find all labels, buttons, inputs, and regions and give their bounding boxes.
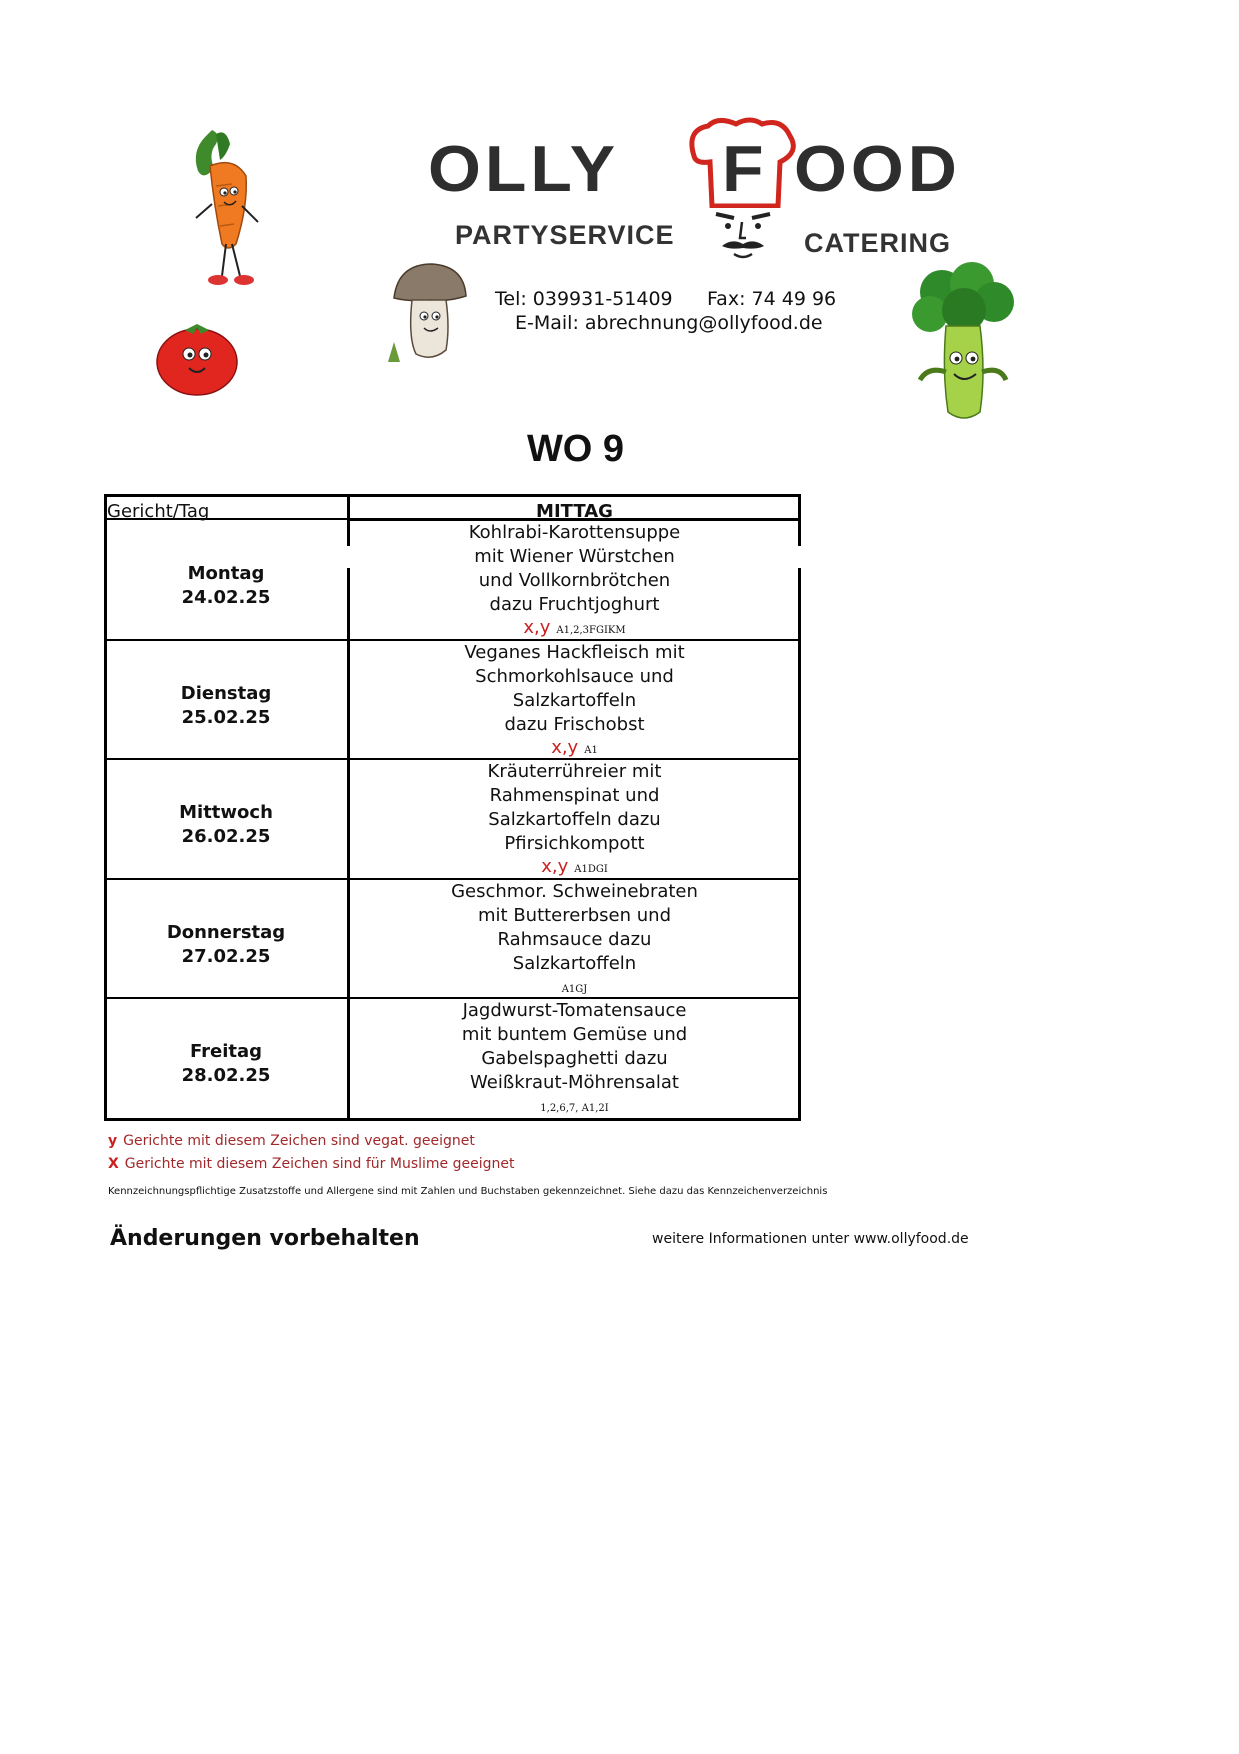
allergen-codes: A1DGI	[574, 864, 608, 875]
day-date: 25.02.25	[181, 707, 271, 728]
dish-tags	[351, 737, 798, 759]
dish-line: dazu Frischobst	[504, 714, 645, 735]
dish-tags	[351, 979, 798, 998]
legend-y-symbol: y	[108, 1133, 118, 1149]
day-date: 28.02.25	[181, 1065, 271, 1086]
day-name: Mittwoch	[179, 802, 273, 823]
day-name: Dienstag	[180, 683, 272, 704]
dish-line: mit Buttererbsen und	[478, 905, 671, 926]
legend-y-text: Gerichte mit diesem Zeichen sind vegat. geeignet	[123, 1133, 475, 1149]
day-name: Freitag	[189, 1041, 263, 1062]
day-date: 24.02.25	[181, 587, 271, 608]
allergen-codes: A1,2,3FGIKM	[556, 625, 626, 636]
dish-line: Weißkraut-Möhrensalat	[470, 1072, 679, 1093]
changes-reserved: Änderungen vorbehalten	[110, 1226, 420, 1251]
dish-line: dazu Fruchtjoghurt	[489, 594, 660, 615]
menu-table	[104, 494, 801, 1121]
dish-line: Rahmsauce dazu	[497, 929, 652, 950]
day-name: Donnerstag	[166, 922, 286, 943]
header-meal: MITTAG	[536, 501, 613, 522]
contact-tel: Tel: 039931-51409	[495, 288, 673, 310]
more-info-link[interactable]: weitere Informationen unter www.ollyfood.de	[652, 1231, 969, 1247]
allergen-codes: A1GJ	[561, 984, 588, 995]
contact-email: E-Mail: abrechnung@ollyfood.de	[515, 312, 823, 334]
tomato-mascot-icon	[155, 320, 239, 396]
allergen-codes: 1,2,6,7, A1,2I	[540, 1103, 609, 1114]
mushroom-mascot-icon	[388, 258, 472, 362]
day-date: 26.02.25	[181, 826, 271, 847]
dish-line: und Vollkornbrötchen	[478, 570, 671, 591]
logo-letter-f: F	[722, 132, 768, 206]
dish-line: Kräuterrühreier mit	[487, 761, 662, 782]
legend-x-text: Gerichte mit diesem Zeichen sind für Muslime geeignet	[124, 1156, 515, 1172]
dish-line: Kohlrabi-Karottensuppe	[468, 522, 681, 543]
broccoli-mascot-icon	[902, 262, 1024, 426]
dish-line: mit buntem Gemüse und	[461, 1024, 688, 1045]
dish-line: Salzkartoffeln dazu	[488, 809, 661, 830]
dish-tags	[351, 1098, 798, 1117]
dish-line: Schmorkohlsauce und	[475, 666, 674, 687]
carrot-mascot-icon	[186, 126, 272, 292]
day-name: Montag	[187, 563, 265, 584]
contact-fax: Fax: 74 49 96	[707, 288, 837, 310]
dietary-symbols: x,y	[523, 617, 551, 638]
allergen-codes: A1	[584, 745, 598, 756]
legend-muslim	[108, 1156, 514, 1172]
header-day: Gericht/Tag	[107, 501, 210, 522]
week-title: WO 9	[526, 428, 625, 470]
allergen-note: Kennzeichnungspflichtige Zusatzstoffe und Allergene sind mit Zahlen und Buchstaben gekennzeichnet. Siehe dazu das Kennzeichenverzeichnis	[108, 1186, 828, 1197]
dish-line: Gabelspaghetti dazu	[481, 1048, 668, 1069]
dish-tags	[351, 856, 798, 878]
dish-line: Geschmor. Schweinebraten	[451, 881, 698, 902]
dietary-symbols: x,y	[551, 737, 579, 758]
logo-word-left: OLLY	[428, 132, 620, 206]
logo-tagline-left: PARTYSERVICE	[455, 220, 675, 250]
dish-line: Salzkartoffeln	[512, 953, 637, 974]
chef-face-icon	[712, 208, 774, 260]
dietary-symbols: x,y	[541, 856, 569, 877]
day-date: 27.02.25	[181, 946, 271, 967]
dish-line: Salzkartoffeln	[512, 690, 637, 711]
legend-x-symbol: X	[108, 1156, 119, 1172]
dish-line: Rahmenspinat und	[489, 785, 660, 806]
dish-tags	[351, 617, 798, 639]
legend-vegetarian	[108, 1133, 475, 1149]
dish-line: Veganes Hackfleisch mit	[464, 642, 685, 663]
dish-line: Jagdwurst-Tomatensauce	[462, 1000, 687, 1021]
dish-line: Pfirsichkompott	[504, 833, 645, 854]
dish-line: mit Wiener Würstchen	[474, 546, 675, 567]
logo-tagline-right: CATERING	[804, 228, 951, 258]
logo-word-right: OOD	[794, 132, 961, 206]
